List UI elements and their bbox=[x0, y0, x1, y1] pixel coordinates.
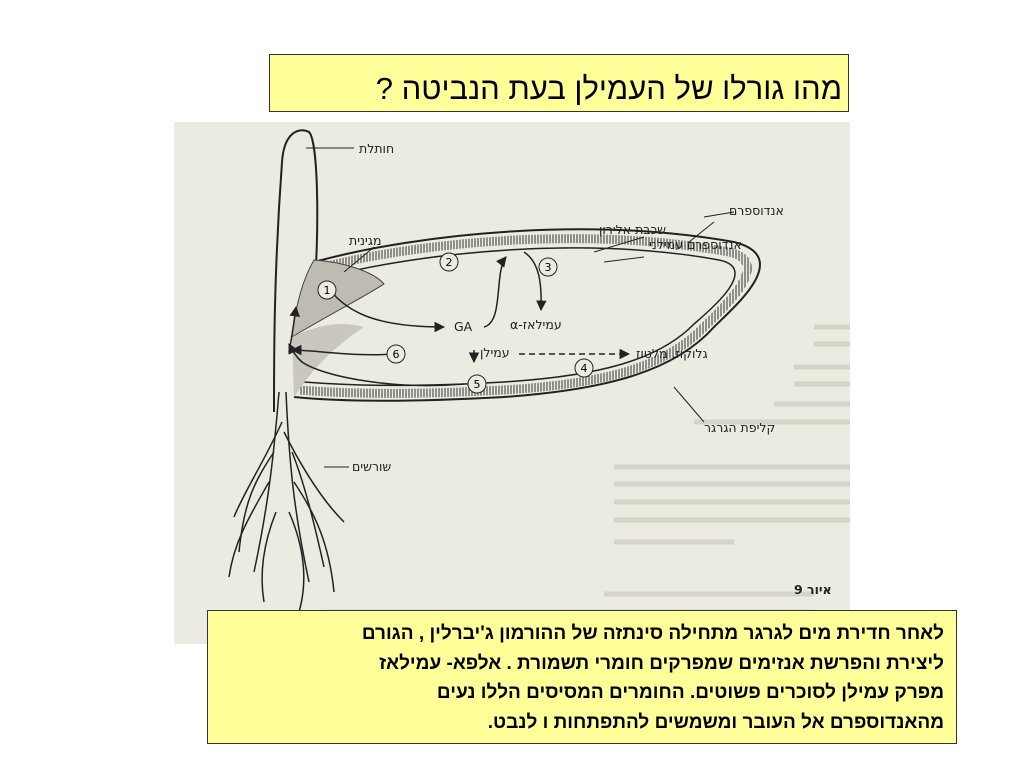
germination-figure bbox=[174, 122, 850, 644]
label-endosperm: אנדוספרם bbox=[729, 203, 784, 218]
leader-lines bbox=[306, 148, 734, 467]
label-scutellum: מגינית bbox=[349, 233, 382, 248]
step-3-label: 3 bbox=[544, 261, 552, 274]
germination-diagram bbox=[174, 122, 850, 644]
label-starch: עמילן bbox=[480, 345, 510, 360]
slide-title: מהו גורלו של העמילן בעת הנביטה ? bbox=[375, 71, 842, 106]
step-4-label: 4 bbox=[580, 362, 588, 375]
label-seed-coat: קליפת הגרגר bbox=[704, 420, 776, 435]
figure-caption: איור 9 bbox=[794, 582, 832, 597]
label-coleoptile: חותלת bbox=[359, 141, 395, 156]
step-1-label: 1 bbox=[323, 284, 331, 297]
explanation-text: לאחר חדירת מים לגרגר מתחילה סינתזה של ההורמון ג'יברלין , הגורם ליצירת והפרשת אנזימים שמפרקים חומרי תשמורת . אלפא- עמילאז מפרק עמילן לסוכרים פשוטים. החומרים המסיסים הללו נעים מהאנדוספרם אל העובר ומשמשים להתפתחות ו לנבט. bbox=[361, 623, 944, 733]
label-starchy-endosperm: אנדוספרם עמילני bbox=[649, 237, 742, 252]
label-amylase: α-עמילאז bbox=[510, 317, 562, 332]
step-6-label: 6 bbox=[392, 348, 400, 361]
label-aleurone: שכבת אלירון bbox=[599, 222, 667, 237]
step-5-label: 5 bbox=[473, 378, 481, 391]
explanation-box bbox=[207, 610, 957, 744]
label-sugars: גלוקוז, מלטוז bbox=[636, 346, 708, 361]
roots-drawing bbox=[229, 392, 344, 612]
label-ga: GA bbox=[454, 319, 473, 334]
label-roots: שורשים bbox=[352, 459, 392, 474]
step-2-label: 2 bbox=[445, 256, 453, 269]
